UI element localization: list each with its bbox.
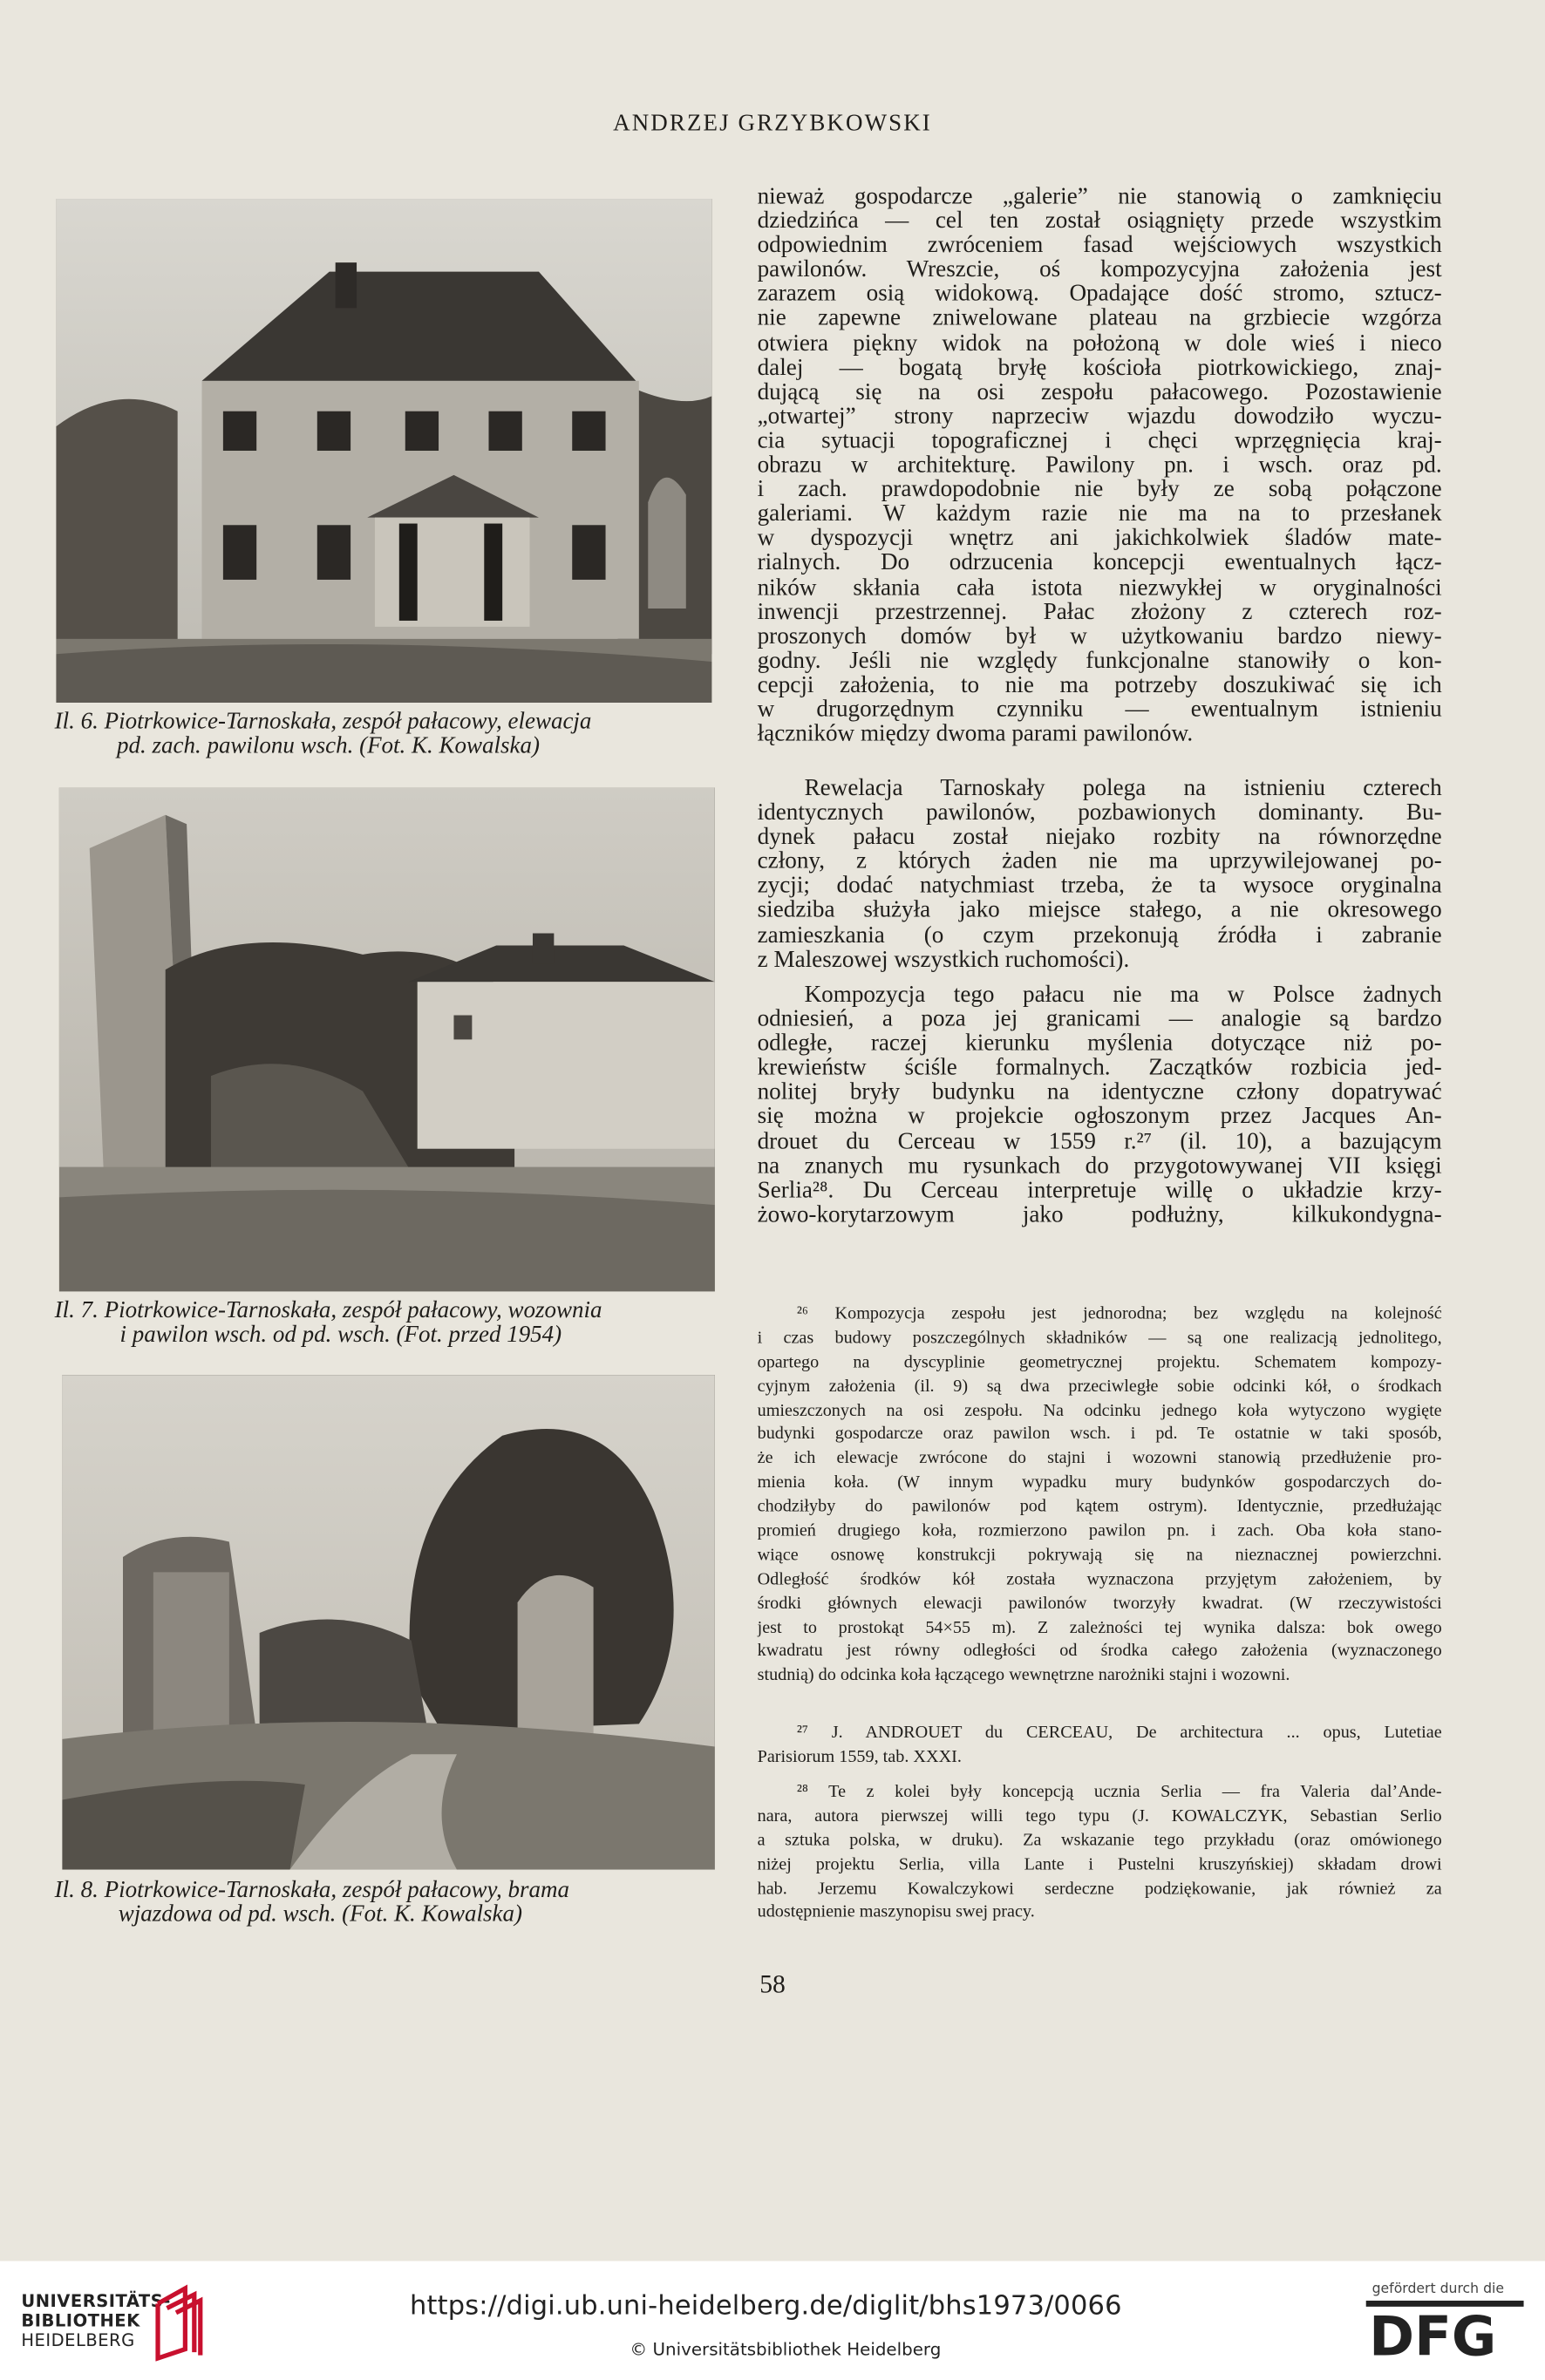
footnote-line: ²⁶ Kompozycja zespołu jest jednorodna; bez względu na kolejność [796, 1303, 1442, 1323]
text-line: rialnych. Do odrzucenia koncepcji ewentualnych łącz- [757, 551, 1442, 576]
footnote-line: niżej projektu Serlia, villa Lante i Pustelni kruszyńskiej) składam drowi [757, 1853, 1442, 1874]
text-line: dziedzińca — cel ten został osiągnięty przede wszystkim [757, 209, 1442, 235]
text-line: Kompozycja tego pałacu nie ma w Polsce żadnych [804, 983, 1442, 1008]
figure-7-caption [55, 1299, 602, 1348]
figure-8-caption-line2: wjazdowa od pd. wsch. (Fot. K. Kowalska) [118, 1901, 522, 1928]
dfg-logo-icon[interactable] [1366, 2301, 1524, 2358]
text-line: inwencji przestrzennej. Pałac złożony z czterech roz- [757, 600, 1442, 625]
text-line: w drugorzędnym czynniku — ewentualnym istnieniu [757, 697, 1442, 723]
text-line: krewieństw ściśle formalnych. Zaczątków rozbicia jed- [757, 1057, 1442, 1081]
text-line: dującą się na osi zespołu pałacowego. Pozostawienie [757, 380, 1442, 405]
footnote-line: nara, autora pierwszej willi tego typu (J. KOWALCZYK, Sebastian Serlio [757, 1805, 1442, 1826]
footnote-line: wiące osnowę konstrukcji pokrywają się na nieznacznej powierzchni. [757, 1544, 1442, 1565]
text-line: Serlia²⁸. Du Cerceau interpretuje willę o układzie krzy- [757, 1179, 1442, 1203]
text-line: siedziba służyła jako miejsce stałego, a nie okresowego [757, 899, 1442, 924]
footnote-line: studnią) do odcinka koła łączącego wewnętrzne narożniki stajni i wozowni. [757, 1665, 1290, 1685]
text-line: z Maleszowej wszystkich ruchomości). [757, 948, 1130, 973]
figure-7-caption-line2: i pawilon wsch. od pd. wsch. (Fot. przed 1954) [119, 1322, 562, 1348]
figure-8-photo [62, 1375, 715, 1869]
footnote-line: jest to prostokąt 54×55 m). Z zależności tej wynika dalsza: bok owego [757, 1616, 1442, 1637]
footnote-28 [758, 1780, 1442, 1925]
footnote-line: Odległość środków kół została wyznaczona przyjętym założeniem, by [757, 1568, 1442, 1589]
footnote-line: kwadratu jest równy odległości od środka całego założenia (wyznaczonego [757, 1641, 1442, 1662]
funding-label: gefördert durch die [1371, 2282, 1505, 2298]
footnote-line: promień drugiego koła, rozmierzono pawilon pn. i zach. Oba koła stano- [757, 1520, 1442, 1540]
text-line: pawilonów. Wreszcie, oś kompozycyjna założenia jest [757, 258, 1442, 283]
text-line: dynek pałacu został niejako rozbity na równorzędne [757, 826, 1442, 851]
text-line: nie zapewne zniwelowane plateau na grzbiecie wzgórza [757, 307, 1442, 332]
text-line: ników skłania cała istota niezwykłej w oryginalności [757, 575, 1442, 601]
figure-8-caption [55, 1879, 569, 1928]
body-paragraph-2 [758, 777, 1442, 972]
footnote-line: ²⁷ J. ANDROUET du CERCEAU, De architectura ... opus, Lutetiae [796, 1722, 1442, 1743]
footnote-line: chodziłyby do pawilonów pod kątem ostrym). Identycznie, przedłużając [757, 1496, 1442, 1517]
text-line: żowo-korytarzowym jako podłużny, kilkukondygna- [757, 1203, 1442, 1227]
text-line: zamieszkania (o czym przekonują źródła i zabranie [757, 923, 1442, 949]
text-line: i zach. prawdopodobnie nie były ze sobą połączone [757, 478, 1442, 503]
library-name-line1: UNIVERSITÄTS- [21, 2291, 171, 2312]
text-line: się można w projekcie ogłoszonym przez Jacques An- [757, 1105, 1442, 1130]
footnote-line: ²⁸ Te z kolei były koncepcją ucznia Serlia — fra Valeria dal’Ande- [796, 1781, 1442, 1802]
library-logo-text[interactable] [21, 2291, 171, 2350]
body-paragraph-3 [758, 983, 1442, 1227]
footnote-line: a sztuka polska, w druku). Za wskazanie tego przykładu (oraz omówionego [757, 1829, 1442, 1850]
figure-6-caption-line1: Il. 6. Piotrkowice-Tarnoskała, zespół pałacowy, elewacja [54, 708, 592, 735]
text-line: galeriami. W każdym razie nie ma na to przesłanek [757, 502, 1442, 527]
figure-6-caption [54, 708, 592, 759]
copyright-notice: © Universitätsbibliothek Heidelberg [630, 2338, 942, 2360]
figure-6-photo [56, 199, 711, 703]
text-line: człony, z których żaden nie ma uprzywilejowanej po- [757, 850, 1442, 875]
running-head: ANDRZEJ GRZYBKOWSKI [613, 111, 932, 137]
text-line: cepcji założenia, to nie ma potrzeby doszukiwać się ich [757, 673, 1442, 698]
footnote-line: udostępnienie maszynopisu swej pracy. [757, 1901, 1035, 1922]
footnote-26 [758, 1302, 1442, 1689]
footnote-line: i czas budowy poszczególnych składników — są one realizacją jednolitego, [757, 1327, 1442, 1348]
text-line: dalej — bogatą bryłę kościoła piotrkowickiego, znaj- [757, 356, 1442, 381]
text-line: odległe, raczej kierunku myślenia dotyczące niż po- [757, 1032, 1442, 1057]
text-line: cia sytuacji topograficznej i chęci wprzęgnięcia kraj- [757, 429, 1442, 454]
dfg-logo-text: DFG [1369, 2304, 1497, 2359]
footnote-line: opartego na dyscyplinie geometrycznej projektu. Schematem kompozy- [757, 1351, 1442, 1372]
text-line: godny. Jeśli nie względy funkcjonalne stanowiły o kon- [757, 649, 1442, 674]
text-line: obrazu w architekturę. Pawilony pn. i wsch. oraz pd. [757, 453, 1442, 479]
text-line: w dyspozycji wnętrz ani jakichkolwiek śladów mate- [757, 527, 1442, 552]
page-number: 58 [759, 1969, 786, 1999]
footnote-27 [758, 1721, 1442, 1769]
text-line: nieważ gospodarcze „galerie” nie stanowią o zamknięciu [757, 185, 1442, 210]
text-line: „otwartej” strony naprzeciw wjazdu dowodziło wyczu- [757, 405, 1442, 430]
figure-7-photo [59, 787, 715, 1291]
text-line: odniesień, a poza jej granicami — analogie są bardzo [757, 1007, 1442, 1032]
footnote-line: że ich elewacje zwrócone do stajni i wozowni stanowią przedłużenie pro- [757, 1448, 1442, 1468]
footnote-line: Parisiorum 1559, tab. XXXI. [757, 1746, 962, 1766]
text-line: otwiera piękny widok na położoną w dole wieś i nieco [757, 331, 1442, 357]
figure-7-caption-line1: Il. 7. Piotrkowice-Tarnoskała, zespół pałacowy, wozownia [54, 1297, 602, 1323]
text-line: łączników między dwoma parami pawilonów. [757, 722, 1194, 747]
footnote-line: umieszczonych na osi zespołu. Na odcinku jednego koła wytyczono wygięte [757, 1399, 1442, 1420]
text-line: odpowiednim zwróceniem fasad wejściowych wszystkich [757, 234, 1442, 259]
figure-8-caption-line1: Il. 8. Piotrkowice-Tarnoskała, zespół pałacowy, brama [54, 1877, 569, 1903]
permalink-url[interactable]: https://digi.ub.uni-heidelberg.de/diglit/bhs1973/0066 [409, 2291, 1122, 2322]
text-line: na znanych mu rysunkach do przygotowywanej VII księgi [757, 1154, 1442, 1179]
text-line: Rewelacja Tarnoskały polega na istnieniu czterech [804, 777, 1442, 802]
figure-6-caption-line2: pd. zach. pawilonu wsch. (Fot. K. Kowalska) [117, 732, 540, 759]
text-line: identycznych pawilonów, pozbawionych dominanty. Bu- [757, 801, 1442, 826]
library-name-line3: HEIDELBERG [21, 2330, 135, 2351]
text-line: proszonych domów był w użytkowaniu bardzo niewy- [757, 624, 1442, 649]
footnote-line: środki głównych elewacji pawilonów tworzyły kwadrat. (W rzeczywistości [757, 1593, 1442, 1613]
footnote-line: cyjnym założenia (il. 9) są dwa przeciwległe sobie odcinki kół, o środkach [757, 1376, 1442, 1396]
footnote-line: hab. Jerzemu Kowalczykowi serdeczne podziękowanie, jak również za [757, 1878, 1442, 1898]
text-line: drouet du Cerceau w 1559 r.²⁷ (il. 10), a bazującym [757, 1130, 1442, 1154]
text-line: zycji; dodać natychmiast trzeba, że ta wysoce oryginalna [757, 874, 1442, 900]
text-line: zarazem osią widokową. Opadające dość stromo, sztucz- [757, 282, 1442, 308]
footnote-line: mienia koła. (W innym wypadku mury budynków gospodarczych do- [757, 1472, 1442, 1493]
footnote-line: budynki gospodarcze oraz pawilon wsch. i pd. Te ostatnie w taki sposób, [757, 1424, 1442, 1445]
library-name-line2: BIBLIOTHEK [21, 2311, 140, 2331]
body-paragraph-1 [758, 185, 1442, 746]
text-line: nolitej bryły budynku na identyczne człony dopatrywać [757, 1081, 1442, 1105]
library-logo-icon[interactable] [152, 2282, 203, 2362]
